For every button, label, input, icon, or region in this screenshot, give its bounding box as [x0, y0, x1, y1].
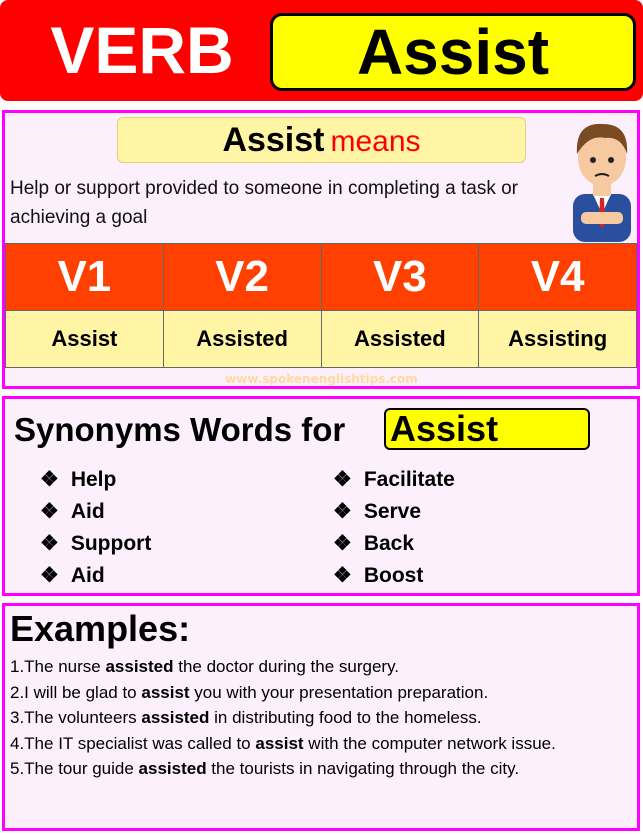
- synonym: Aid: [70, 500, 105, 523]
- means-word: Assist: [222, 121, 325, 159]
- synonym: Support: [70, 532, 152, 555]
- synonyms-word: Assist: [384, 408, 590, 450]
- means-label: means: [330, 125, 421, 158]
- list-item: [333, 496, 455, 528]
- example-sentence: 2.I will be glad to assist you with your presentation preparation.: [10, 682, 489, 702]
- verb-forms-table: [5, 243, 637, 368]
- synonyms-title: Synonyms Words for: [14, 411, 346, 448]
- list-item: [40, 464, 151, 496]
- example-sentence: 3.The volunteers assisted in distributing food to the homeless.: [10, 708, 482, 727]
- synonym: Boost: [363, 564, 424, 587]
- form-value: Assisting: [479, 311, 637, 368]
- example-sentence: 5.The tour guide assisted the tourists in navigating through the city.: [10, 759, 520, 778]
- list-item: [40, 496, 151, 528]
- means-heading: [117, 117, 526, 163]
- watermark: www.spokenenglishtips.com: [225, 372, 418, 386]
- synonyms-list-right: [333, 464, 455, 592]
- form-value: Assist: [6, 311, 164, 368]
- synonym: Serve: [363, 500, 422, 523]
- example-sentence: 4.The IT specialist was called to assist with the computer network issue.: [10, 733, 556, 753]
- bullet-icon: ❖: [333, 564, 352, 587]
- list-item: [40, 528, 151, 560]
- synonym: Help: [70, 468, 117, 491]
- list-item: [333, 464, 455, 496]
- confused-man-icon: [565, 114, 639, 242]
- bullet-icon: ❖: [333, 532, 352, 555]
- bullet-icon: ❖: [40, 532, 59, 555]
- bullet-icon: ❖: [40, 500, 59, 523]
- word-title: Assist: [270, 13, 636, 91]
- form-value: Assisted: [321, 311, 479, 368]
- definition-text: Help or support provided to someone in completing a task or achieving a goal: [10, 178, 518, 228]
- form-header: V1: [6, 244, 164, 311]
- verb-label: VERB: [50, 13, 234, 87]
- form-header: V4: [479, 244, 637, 311]
- synonyms-list-left: [40, 464, 151, 592]
- examples-list: [10, 654, 556, 782]
- list-item: [40, 560, 151, 592]
- synonym: Back: [363, 532, 415, 555]
- synonym: Aid: [70, 564, 105, 587]
- bullet-icon: ❖: [333, 468, 352, 491]
- form-header: V3: [321, 244, 479, 311]
- form-header: V2: [163, 244, 321, 311]
- bullet-icon: ❖: [40, 468, 59, 491]
- examples-title: Examples:: [10, 608, 191, 649]
- list-item: [333, 528, 455, 560]
- form-value: Assisted: [163, 311, 321, 368]
- example-sentence: 1.The nurse assisted the doctor during the surgery.: [10, 657, 400, 676]
- list-item: [333, 560, 455, 592]
- bullet-icon: ❖: [333, 500, 352, 523]
- synonym: Facilitate: [363, 468, 455, 491]
- bullet-icon: ❖: [40, 564, 59, 587]
